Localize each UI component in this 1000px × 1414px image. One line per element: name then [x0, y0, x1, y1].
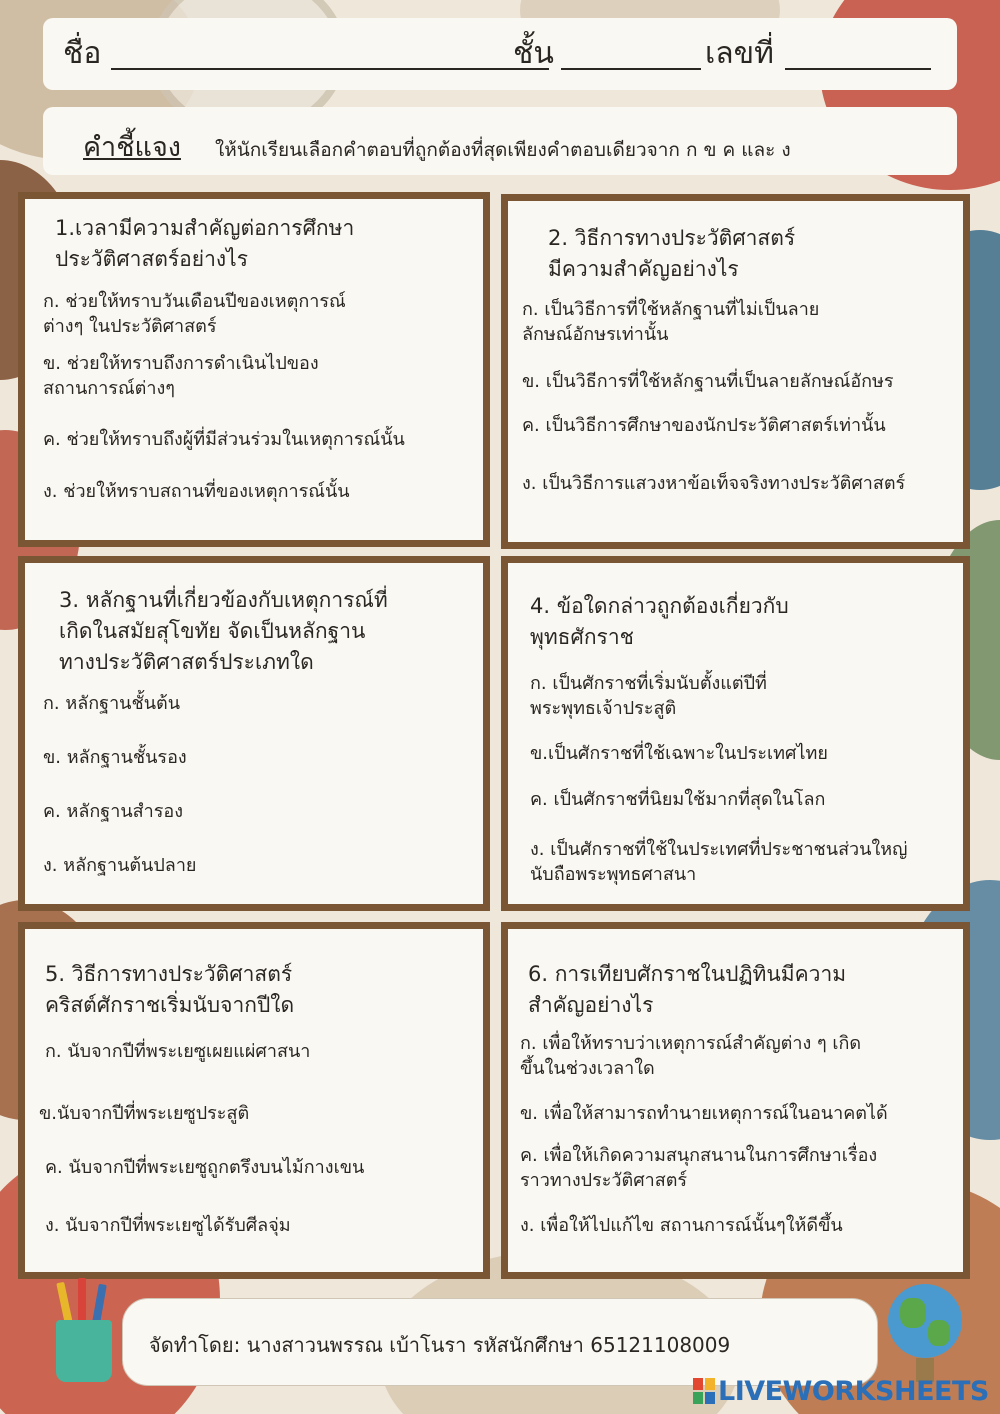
question-title: 1.เวลามีความสำคัญต่อการศึกษา ประวัติศาสตร์อย่างไร — [55, 216, 355, 271]
option-d[interactable]: ง. ช่วยให้ทราบสถานที่ของเหตุการณ์นั้น — [43, 481, 350, 502]
option-b[interactable]: ข. หลักฐานชั้นรอง — [43, 747, 187, 768]
option-a[interactable]: ก. เป็นวิธีการที่ใช้หลักฐานที่ไม่เป็นลาย ลักษณ์อักษรเท่านั้น — [522, 299, 820, 345]
option-d[interactable]: ง. เป็นวิธีการแสวงหาข้อเท็จจริงทางประวัติศาสตร์ — [522, 473, 906, 494]
option-b[interactable]: ข. เพื่อให้สามารถทำนายเหตุการณ์ในอนาคตได้ — [520, 1103, 888, 1124]
class-label: ชั้น — [513, 36, 554, 71]
question-title: 2. วิธีการทางประวัติศาสตร์ มีความสำคัญอย่างไร — [548, 226, 796, 281]
name-label: ชื่อ — [63, 36, 102, 71]
credit-text: จัดทำโดย: นางสาวนพรรณ เบ้าโนรา รหัสนักศึกษา 65121108009 — [149, 1333, 731, 1357]
question-card-5 — [18, 922, 490, 1279]
option-c[interactable]: ค. เพื่อให้เกิดความสนุกสนานในการศึกษาเรื่อง ราวทางประวัติศาสตร์ — [520, 1145, 878, 1191]
option-c[interactable]: ค. ช่วยให้ทราบถึงผู้ที่มีส่วนร่วมในเหตุการณ์นั้น — [43, 429, 405, 450]
question-card-1 — [18, 192, 490, 547]
option-d[interactable]: ง. นับจากปีที่พระเยซูได้รับศีลจุ่ม — [45, 1215, 291, 1236]
question-title: 6. การเทียบศักราชในปฏิทินมีความ สำคัญอย่างไร — [528, 962, 847, 1017]
option-c[interactable]: ค. หลักฐานสำรอง — [43, 801, 183, 822]
option-b[interactable]: ข. ช่วยให้ทราบถึงการดำเนินไปของ สถานการณ์ต่างๆ — [43, 353, 319, 399]
option-a[interactable]: ก. เพื่อให้ทราบว่าเหตุการณ์สำคัญต่าง ๆ เกิด ขึ้นในช่วงเวลาใด — [520, 1033, 862, 1079]
student-info-bar — [43, 18, 957, 90]
pencil-cup-icon — [56, 1320, 112, 1382]
instruction-box — [43, 107, 957, 175]
question-title: 4. ข้อใดกล่าวถูกต้องเกี่ยวกับ พุทธศักราช — [530, 594, 789, 649]
instruction-text: ให้นักเรียนเลือกคำตอบที่ถูกต้องที่สุดเพียงคำตอบเดียวจาก ก ข ค และ ง — [215, 139, 791, 161]
liveworksheets-logo-icon — [693, 1378, 715, 1404]
option-d[interactable]: ง. เพื่อให้ไปแก้ไข สถานการณ์นั้นๆให้ดีขึ้น — [520, 1215, 843, 1236]
option-a[interactable]: ก. หลักฐานชั้นต้น — [43, 693, 180, 714]
question-card-4 — [501, 556, 970, 911]
option-b[interactable]: ข.นับจากปีที่พระเยซูประสูติ — [39, 1103, 250, 1124]
option-a[interactable]: ก. นับจากปีที่พระเยซูเผยแผ่ศาสนา — [45, 1041, 311, 1062]
option-a[interactable]: ก. ช่วยให้ทราบวันเดือนปีของเหตุการณ์ ต่างๆ ในประวัติศาสตร์ — [43, 291, 346, 337]
number-field[interactable] — [785, 68, 931, 70]
question-title: 3. หลักฐานที่เกี่ยวข้องกับเหตุการณ์ที่ เกิดในสมัยสุโขทัย จัดเป็นหลักฐาน ทางประวัติศาสตร์ประเภทใด — [59, 588, 388, 674]
number-label: เลขที่ — [705, 36, 774, 71]
option-b[interactable]: ข. เป็นวิธีการที่ใช้หลักฐานที่เป็นลายลักษณ์อักษร — [522, 371, 894, 392]
globe-icon — [888, 1284, 962, 1358]
question-card-2 — [501, 194, 970, 549]
class-field[interactable] — [561, 68, 701, 70]
option-c[interactable]: ค. นับจากปีที่พระเยซูถูกตรึงบนไม้กางเขน — [45, 1157, 365, 1178]
question-card-6 — [501, 922, 970, 1279]
option-c[interactable]: ค. เป็นศักราชที่นิยมใช้มากที่สุดในโลก — [530, 789, 826, 810]
credit-footer — [122, 1298, 878, 1386]
option-b[interactable]: ข.เป็นศักราชที่ใช้เฉพาะในประเทศไทย — [530, 743, 828, 764]
option-d[interactable]: ง. หลักฐานต้นปลาย — [43, 855, 197, 876]
instruction-heading: คำชี้แจง — [83, 132, 181, 163]
question-card-3 — [18, 556, 490, 911]
option-c[interactable]: ค. เป็นวิธีการศึกษาของนักประวัติศาสตร์เท่านั้น — [522, 415, 886, 436]
option-a[interactable]: ก. เป็นศักราชที่เริ่มนับตั้งแต่ปีที่ พระพุทธเจ้าประสูติ — [530, 673, 767, 719]
question-title: 5. วิธีการทางประวัติศาสตร์ คริสต์ศักราชเริ่มนับจากปีใด — [45, 962, 295, 1017]
name-field[interactable] — [111, 68, 549, 70]
liveworksheets-watermark[interactable]: LIVEWORKSHEETS — [718, 1376, 989, 1407]
option-d[interactable]: ง. เป็นศักราชที่ใช้ในประเทศที่ประชาชนส่วนใหญ่ นับถือพระพุทธศาสนา — [530, 839, 908, 885]
